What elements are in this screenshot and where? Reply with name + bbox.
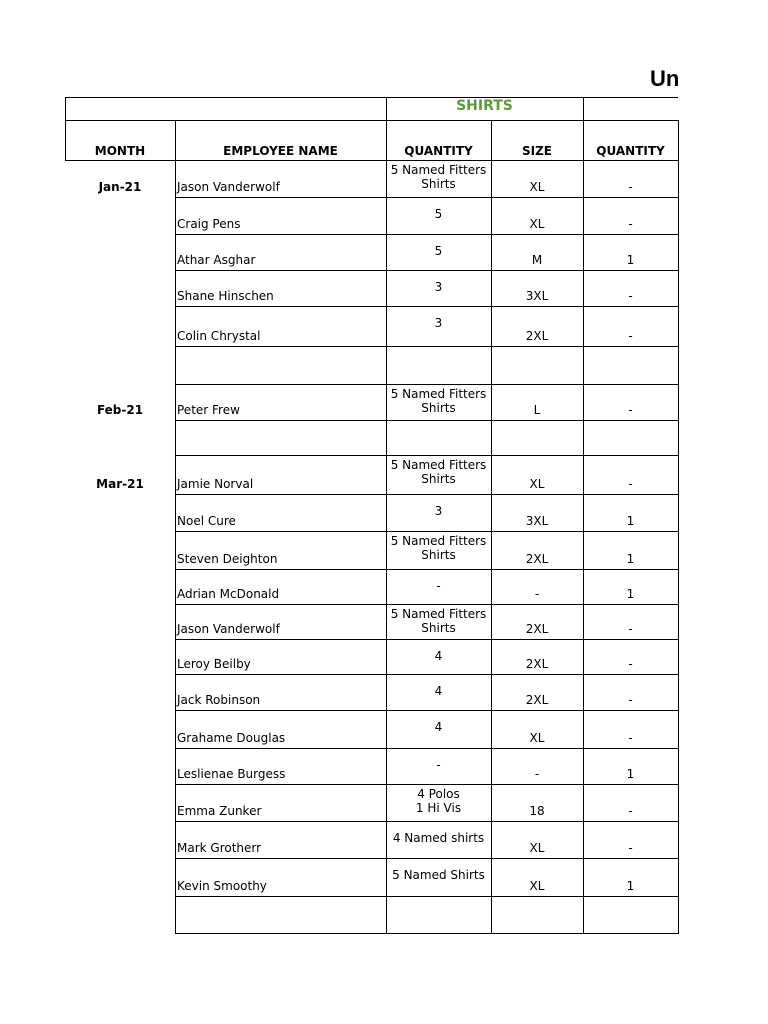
- quantity2-cell: -: [628, 804, 633, 818]
- quantity2-cell: 1: [626, 552, 635, 566]
- size-cell: 3XL: [525, 514, 549, 528]
- quantity2-cell: -: [628, 657, 633, 671]
- grid-line: [175, 821, 678, 822]
- grid-line: [65, 97, 678, 98]
- quantity-cell: 4: [434, 720, 443, 734]
- grid-line: [175, 346, 678, 347]
- quantity2-cell: -: [628, 289, 633, 303]
- size-cell: XL: [529, 841, 545, 855]
- grid-line: [175, 933, 678, 934]
- employee-name-cell: Noel Cure: [177, 514, 236, 528]
- size-cell: XL: [529, 217, 545, 231]
- quantity-cell-line2: Shirts: [421, 401, 456, 415]
- shirts-group-header: SHIRTS: [456, 98, 513, 114]
- grid-line: [583, 97, 584, 121]
- quantity-cell: 5 Named Fitters: [390, 458, 487, 472]
- month-cell: Mar-21: [96, 477, 144, 491]
- quantity-cell: 5: [434, 244, 443, 258]
- quantity-cell: 4 Polos: [417, 787, 460, 801]
- quantity-cell: 5 Named Shirts: [392, 868, 485, 882]
- quantity2-cell: -: [628, 217, 633, 231]
- quantity-cell: 4 Named shirts: [392, 831, 485, 845]
- employee-name-cell: Craig Pens: [177, 217, 241, 231]
- quantity2-cell: -: [628, 841, 633, 855]
- quantity-cell: 5 Named Fitters: [390, 534, 487, 548]
- quantity-header: QUANTITY: [404, 144, 473, 158]
- quantity2-cell: -: [628, 477, 633, 491]
- employee-name-cell: Peter Frew: [177, 403, 240, 417]
- quantity-cell-line2: Shirts: [421, 548, 456, 562]
- grid-line: [175, 784, 678, 785]
- size-cell: 2XL: [525, 552, 549, 566]
- quantity-cell-line2: 1 Hi Vis: [415, 801, 462, 815]
- grid-line: [175, 306, 678, 307]
- grid-line: [175, 120, 176, 934]
- employee-name-cell: Shane Hinschen: [177, 289, 274, 303]
- grid-line: [175, 384, 678, 385]
- quantity-cell: 5: [434, 207, 443, 221]
- quantity2-cell: 1: [626, 253, 635, 267]
- quantity2-cell: -: [628, 180, 633, 194]
- employee-name-cell: Leslienae Burgess: [177, 767, 286, 781]
- size-cell: -: [534, 587, 540, 601]
- employee-name-cell: Jason Vanderwolf: [177, 180, 280, 194]
- grid-line: [175, 858, 678, 859]
- size-cell: XL: [529, 180, 545, 194]
- quantity2-cell: -: [628, 622, 633, 636]
- quantity-cell: 3: [434, 504, 443, 518]
- grid-line: [175, 197, 678, 198]
- quantity-cell: 4: [434, 684, 443, 698]
- grid-line: [175, 748, 678, 749]
- quantity-cell: -: [436, 579, 441, 593]
- size-cell: 2XL: [525, 657, 549, 671]
- employee-name-cell: Adrian McDonald: [177, 587, 280, 601]
- employee-name-cell: Jack Robinson: [177, 693, 261, 707]
- employee-name-cell: Emma Zunker: [177, 804, 262, 818]
- quantity-cell-line2: Shirts: [421, 621, 456, 635]
- grid-line: [175, 234, 678, 235]
- quantity-cell: 3: [434, 280, 443, 294]
- employee-name-cell: Colin Chrystal: [177, 329, 261, 343]
- size-cell: 2XL: [525, 329, 549, 343]
- quantity2-cell: 1: [626, 514, 635, 528]
- grid-line: [175, 604, 678, 605]
- quantity-header-2: QUANTITY: [596, 144, 665, 158]
- employee-name-cell: Jason Vanderwolf: [177, 622, 280, 636]
- size-header: SIZE: [521, 144, 552, 158]
- size-cell: XL: [529, 879, 545, 893]
- quantity2-cell: 1: [626, 587, 635, 601]
- month-cell: Jan-21: [98, 180, 142, 194]
- employee-name-cell: Grahame Douglas: [177, 731, 286, 745]
- quantity-cell: 3: [434, 316, 443, 330]
- quantity-cell: -: [436, 758, 441, 772]
- quantity-cell: 4: [434, 649, 443, 663]
- quantity2-cell: 1: [626, 879, 635, 893]
- quantity2-cell: -: [628, 329, 633, 343]
- month-cell: Feb-21: [96, 403, 144, 417]
- size-cell: XL: [529, 477, 545, 491]
- size-cell: 2XL: [525, 693, 549, 707]
- grid-line: [175, 270, 678, 271]
- employee-name-header: EMPLOYEE NAME: [223, 144, 338, 158]
- quantity-cell-line2: Shirts: [421, 177, 456, 191]
- employee-name-cell: Mark Grotherr: [177, 841, 262, 855]
- grid-line: [175, 710, 678, 711]
- grid-line: [175, 160, 678, 161]
- grid-line: [175, 569, 678, 570]
- quantity-cell: 5 Named Fitters: [390, 163, 487, 177]
- grid-line: [175, 674, 678, 675]
- grid-line: [175, 531, 678, 532]
- grid-line: [175, 896, 678, 897]
- employee-name-cell: Jamie Norval: [177, 477, 254, 491]
- employee-name-cell: Steven Deighton: [177, 552, 278, 566]
- grid-line: [175, 494, 678, 495]
- quantity2-cell: -: [628, 693, 633, 707]
- employee-name-cell: Kevin Smoothy: [177, 879, 267, 893]
- size-cell: XL: [529, 731, 545, 745]
- size-cell: -: [534, 767, 540, 781]
- month-header: MONTH: [94, 144, 146, 158]
- employee-name-cell: Leroy Beilby: [177, 657, 251, 671]
- grid-line: [65, 120, 678, 121]
- grid-line: [175, 455, 678, 456]
- quantity2-cell: -: [628, 403, 633, 417]
- size-cell: 18: [529, 804, 545, 818]
- size-cell: M: [531, 253, 543, 267]
- page-title: Un: [650, 66, 680, 91]
- quantity-cell: 5 Named Fitters: [390, 387, 487, 401]
- grid-line: [678, 120, 679, 934]
- grid-line: [65, 160, 175, 161]
- size-cell: 2XL: [525, 622, 549, 636]
- quantity-cell-line2: Shirts: [421, 472, 456, 486]
- size-cell: 3XL: [525, 289, 549, 303]
- grid-line: [175, 639, 678, 640]
- quantity-cell: 5 Named Fitters: [390, 607, 487, 621]
- employee-name-cell: Athar Asghar: [177, 253, 256, 267]
- grid-line: [175, 420, 678, 421]
- quantity2-cell: 1: [626, 767, 635, 781]
- quantity2-cell: -: [628, 731, 633, 745]
- size-cell: L: [533, 403, 541, 417]
